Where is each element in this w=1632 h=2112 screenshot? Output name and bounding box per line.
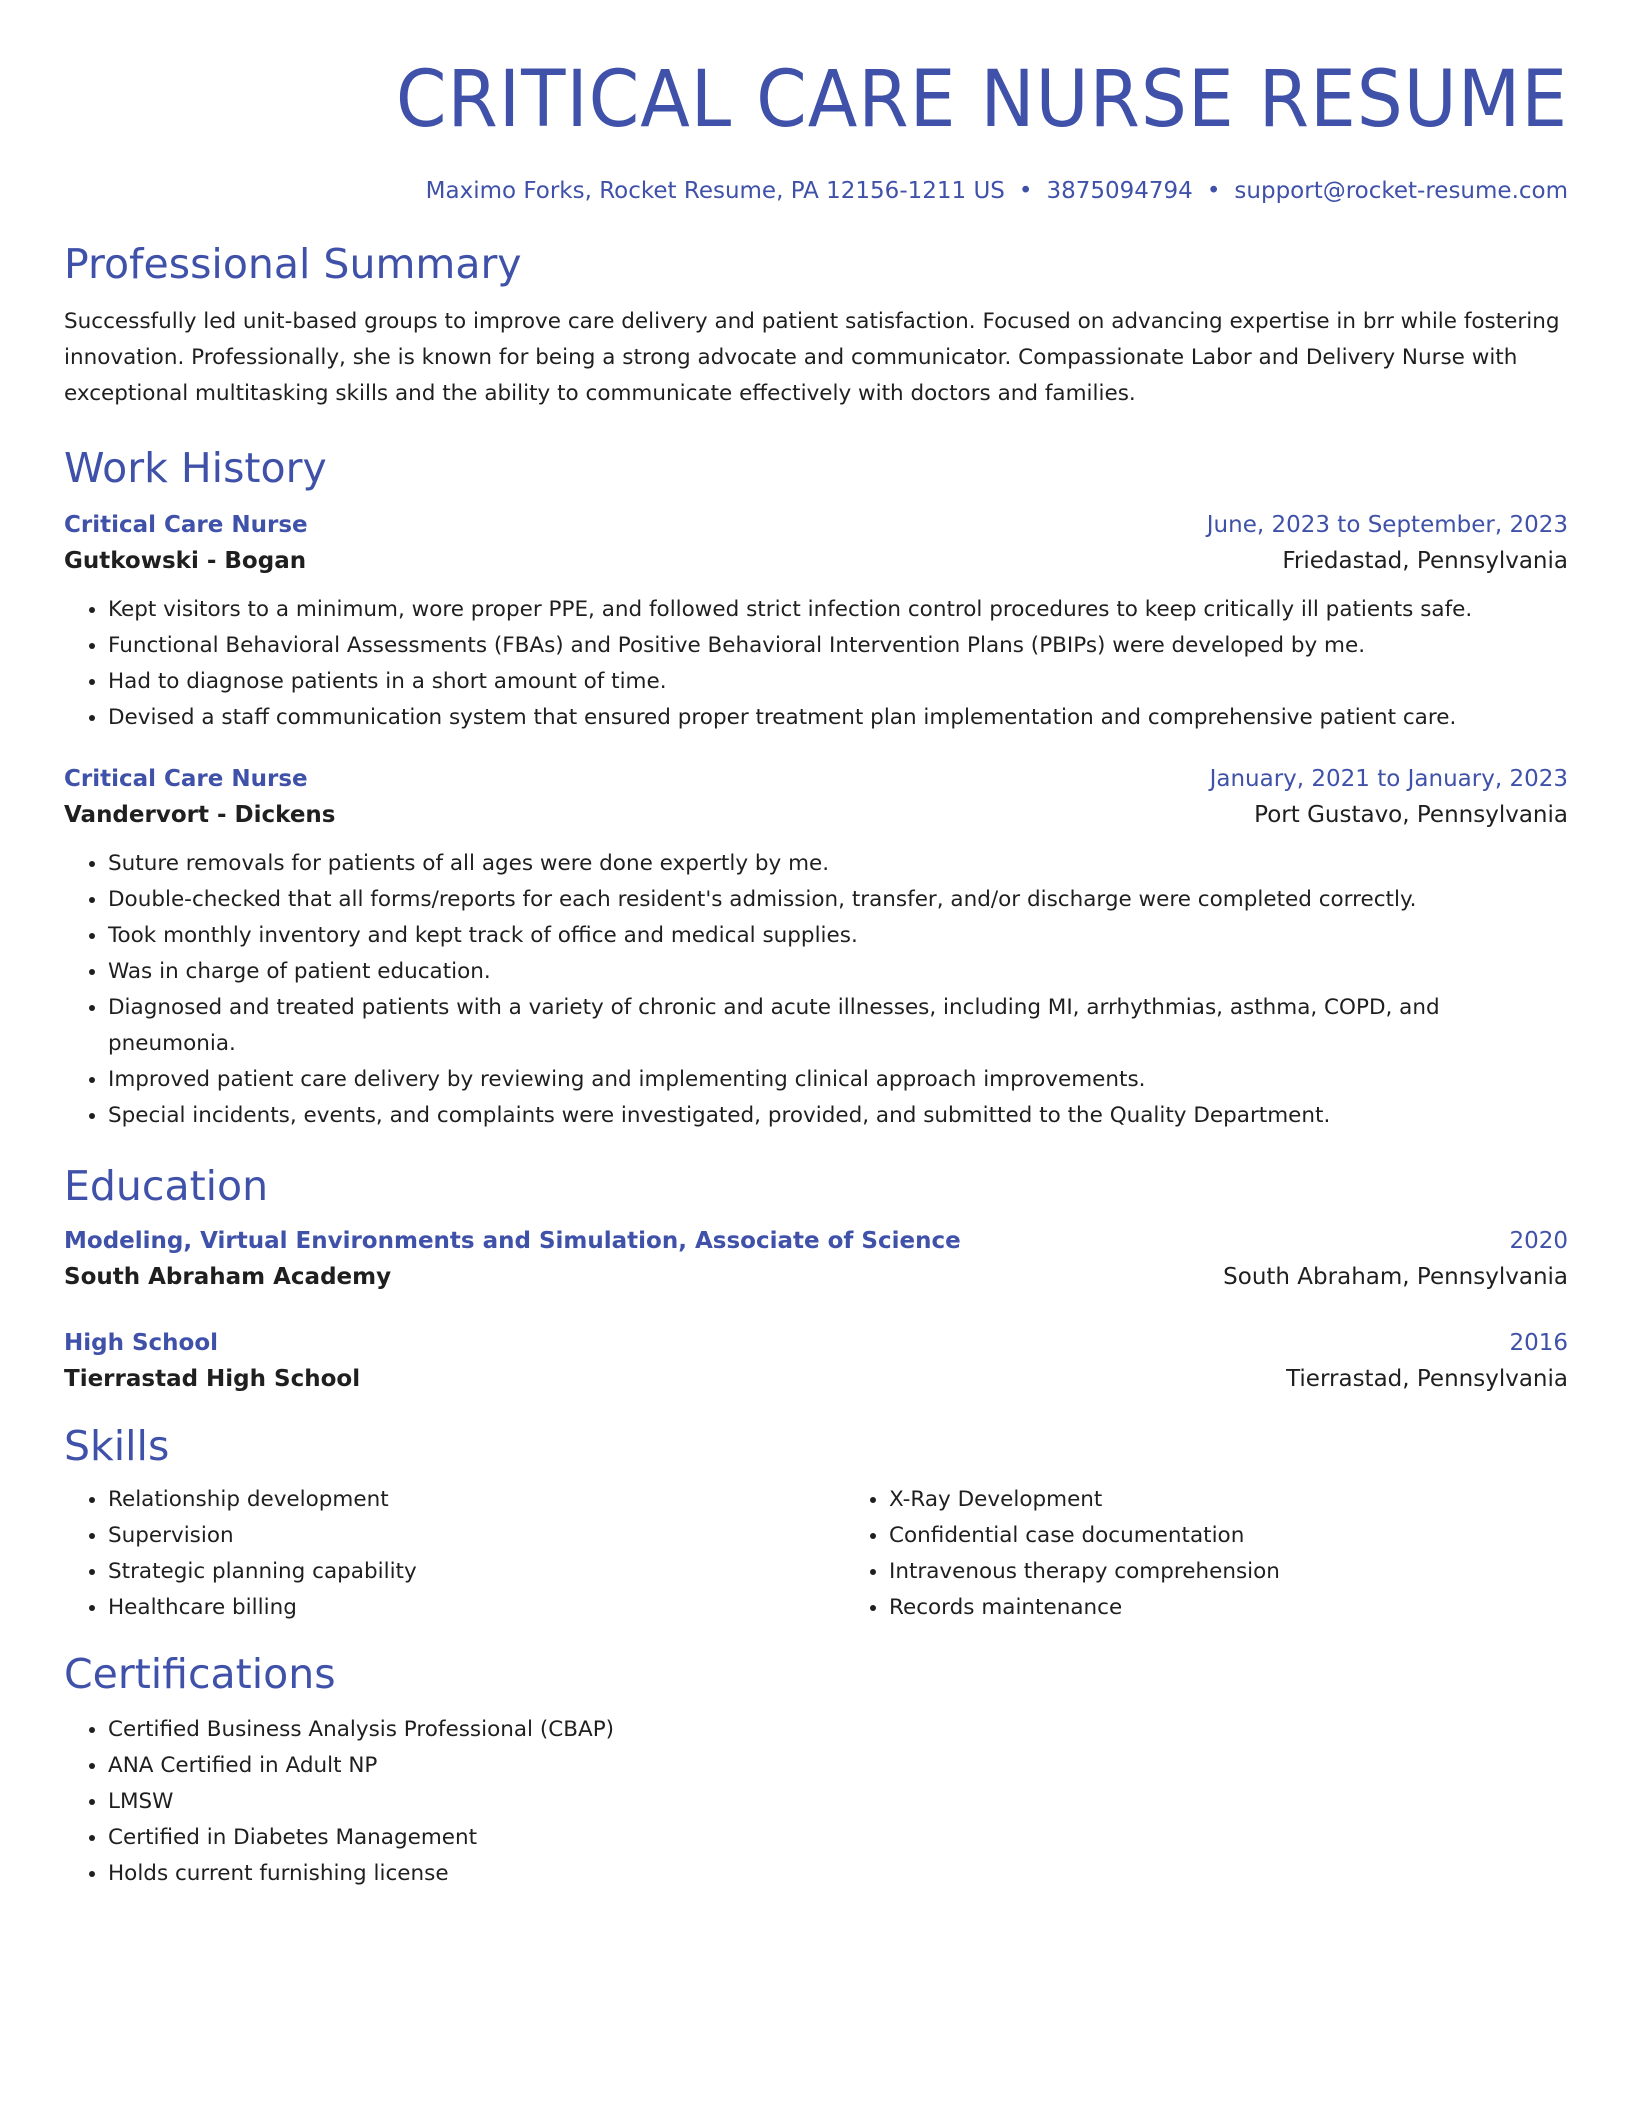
list-item: • Diagnosed and treated patients with a variety of chronic and acute illnesses, including MI, arrhythmias, asthma, COPD, and pneumonia. — [108, 990, 1568, 1062]
list-item: • Supervision — [108, 1518, 845, 1554]
education-year: 2020 — [1509, 1228, 1568, 1254]
job-location: Port Gustavo, Pennsylvania — [1254, 802, 1568, 828]
work-history-section — [64, 442, 1568, 1134]
education-entry — [64, 1224, 1568, 1296]
job-header-row — [64, 762, 1568, 796]
education-location: Tierrastad, Pennsylvania — [1286, 1366, 1568, 1392]
education-header-row — [64, 1224, 1568, 1258]
education-school-row — [64, 1258, 1568, 1296]
summary-text: Successfully led unit-based groups to improve care delivery and patient satisfaction. Focused on advancing expertise in brr while fostering innovation. Professionally, she is known for being a strong advocate and communicator. Compassionate Labor and Delivery Nurse with exceptional multitasking skills and the ability to communicate effectively with doctors and families. — [64, 309, 1560, 406]
contact-line — [64, 176, 1568, 206]
skills-heading: Skills — [64, 1422, 170, 1470]
list-item: • Devised a staff communication system that ensured proper treatment plan implementation and comprehensive patient care. — [108, 700, 1568, 736]
job-dates: June, 2023 to September, 2023 — [1206, 512, 1568, 538]
skills-section — [64, 1420, 1568, 1626]
list-item: • LMSW — [108, 1784, 1568, 1820]
skills-grid — [64, 1482, 1568, 1626]
list-item: • Records maintenance — [889, 1590, 1626, 1626]
list-item: • Functional Behavioral Assessments (FBAs) and Positive Behavioral Intervention Plans (PBIPs) were developed by me. — [108, 628, 1568, 664]
work-history-heading: Work History — [64, 444, 327, 492]
job-employer: Vandervort - Dickens — [64, 802, 336, 828]
education-school: South Abraham Academy — [64, 1264, 392, 1290]
job-duties-list — [64, 592, 1568, 736]
skills-list-right — [845, 1482, 1626, 1626]
job-dates: January, 2021 to January, 2023 — [1209, 766, 1568, 792]
education-degree: Modeling, Virtual Environments and Simulation, Associate of Science — [64, 1228, 961, 1254]
resume-header — [64, 50, 1568, 206]
list-item: • Had to diagnose patients in a short amount of time. — [108, 664, 1568, 700]
summary-section — [64, 238, 1568, 412]
list-item: • X-Ray Development — [889, 1482, 1626, 1518]
job-role: Critical Care Nurse — [64, 512, 308, 538]
contact-address: Maximo Forks, Rocket Resume, PA 12156-1211 US — [425, 178, 1005, 204]
resume-title: CRITICAL CARE NURSE RESUME — [395, 55, 1568, 145]
skills-list-left — [64, 1482, 845, 1626]
list-item: • Healthcare billing — [108, 1590, 845, 1626]
list-item: • Certified Business Analysis Professional (CBAP) — [108, 1712, 1568, 1748]
job-employer: Gutkowski - Bogan — [64, 548, 307, 574]
list-item: • Improved patient care delivery by reviewing and implementing clinical approach improvements. — [108, 1062, 1568, 1098]
list-item: • Holds current furnishing license — [108, 1856, 1568, 1892]
job-location: Friedastad, Pennsylvania — [1282, 548, 1568, 574]
job-header-row — [64, 508, 1568, 542]
contact-email: support@rocket-resume.com — [1234, 178, 1568, 204]
contact-phone: 3875094794 — [1046, 178, 1193, 204]
contact-separator: • — [1206, 178, 1221, 204]
education-entry — [64, 1326, 1568, 1398]
job-employer-row — [64, 796, 1568, 834]
list-item: • Double-checked that all forms/reports for each resident's admission, transfer, and/or discharge were completed correctly. — [108, 882, 1568, 918]
summary-heading: Professional Summary — [64, 240, 522, 288]
education-school: Tierrastad High School — [64, 1366, 361, 1392]
education-heading: Education — [64, 1162, 269, 1210]
certifications-heading: Certifications — [64, 1650, 336, 1698]
education-header-row — [64, 1326, 1568, 1360]
list-item: • Suture removals for patients of all ages were done expertly by me. — [108, 846, 1568, 882]
education-school-row — [64, 1360, 1568, 1398]
list-item: • Confidential case documentation — [889, 1518, 1626, 1554]
list-item: • Was in charge of patient education. — [108, 954, 1568, 990]
job-duties-list — [64, 846, 1568, 1134]
job-role: Critical Care Nurse — [64, 766, 308, 792]
education-location: South Abraham, Pennsylvania — [1223, 1264, 1568, 1290]
list-item: • ANA Certified in Adult NP — [108, 1748, 1568, 1784]
contact-separator: • — [1018, 178, 1033, 204]
job-entry — [64, 508, 1568, 736]
list-item: • Kept visitors to a minimum, wore proper PPE, and followed strict infection control procedures to keep critically ill patients safe. — [108, 592, 1568, 628]
list-item: • Special incidents, events, and complaints were investigated, provided, and submitted to the Quality Department. — [108, 1098, 1568, 1134]
list-item: • Strategic planning capability — [108, 1554, 845, 1590]
education-section — [64, 1160, 1568, 1398]
list-item: • Intravenous therapy comprehension — [889, 1554, 1626, 1590]
list-item: • Took monthly inventory and kept track of office and medical supplies. — [108, 918, 1568, 954]
certifications-section — [64, 1648, 1568, 1892]
list-item: • Relationship development — [108, 1482, 845, 1518]
list-item: • Certified in Diabetes Management — [108, 1820, 1568, 1856]
education-degree: High School — [64, 1330, 219, 1356]
job-employer-row — [64, 542, 1568, 580]
job-entry — [64, 762, 1568, 1134]
certifications-list — [64, 1712, 1568, 1892]
education-year: 2016 — [1509, 1330, 1568, 1356]
